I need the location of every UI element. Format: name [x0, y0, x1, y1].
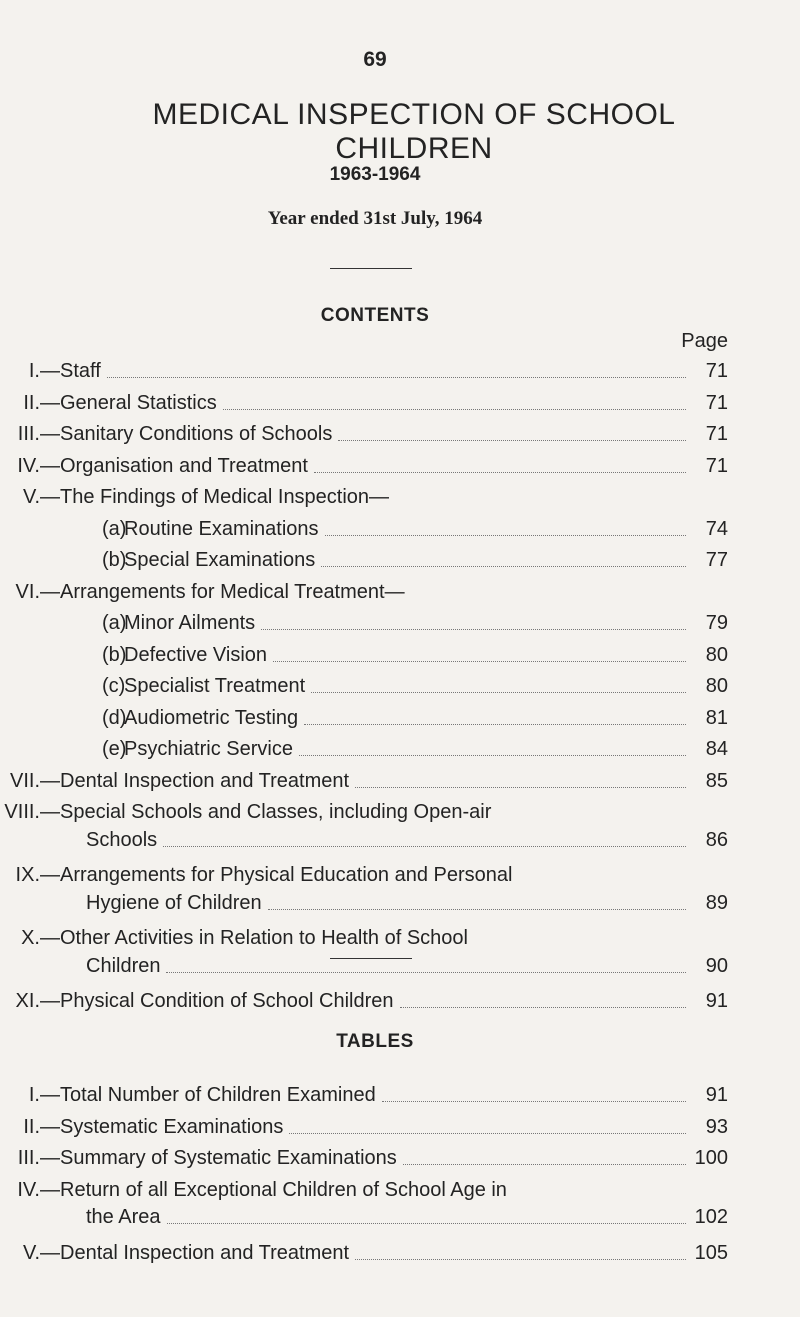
entry-numeral: IV.—	[17, 1178, 60, 1201]
entry-page-number: 71	[705, 454, 728, 477]
toc-entry	[0, 516, 800, 542]
toc-entry	[0, 390, 800, 416]
entry-numeral: VII.—	[9, 769, 60, 792]
toc-entry	[0, 705, 800, 731]
entry-text: Physical Condition of School Children	[60, 990, 394, 1012]
dot-leader	[382, 1101, 686, 1102]
entry-text: Specialist Treatment	[124, 675, 306, 697]
dot-leader	[107, 377, 686, 378]
entry-letter: (a)	[102, 612, 127, 634]
toc-entry	[0, 988, 800, 1014]
toc-entry	[0, 453, 800, 479]
page-number: 69	[363, 48, 387, 71]
dot-leader	[268, 909, 686, 910]
toc-entry	[0, 736, 800, 762]
entry-numeral: III.—	[17, 1147, 60, 1169]
divider-rule	[330, 268, 412, 269]
entry-page-number: 79	[705, 612, 728, 634]
entry-letter: (d)	[102, 706, 127, 729]
dot-leader	[261, 629, 686, 630]
year-ended-subtitle: Year ended 31st July, 1964	[267, 208, 483, 229]
entry-numeral: V.—	[22, 486, 60, 508]
contents-heading: CONTENTS	[320, 305, 430, 326]
toc-entry	[0, 768, 800, 794]
entry-letter: (a)	[102, 517, 127, 540]
divider-rule	[330, 958, 412, 959]
toc-entry	[0, 827, 800, 853]
entry-text: The Findings of Medical Inspection—	[60, 486, 390, 508]
entry-page-number: 74	[705, 517, 728, 540]
entry-text: Special Examinations	[124, 549, 316, 571]
tables-heading: TABLES	[336, 1031, 414, 1052]
entry-text: Children	[86, 954, 161, 977]
entry-page-number: 90	[705, 954, 728, 977]
entry-numeral: I.—	[28, 360, 60, 382]
entry-text: Organisation and Treatment	[60, 454, 308, 477]
dot-leader	[299, 755, 686, 756]
entry-text: Special Schools and Classes, including Open-air	[60, 801, 492, 823]
dot-leader	[223, 409, 686, 410]
toc-entry	[0, 953, 800, 979]
toc-entry	[0, 358, 800, 384]
entry-page-number: 86	[705, 828, 728, 851]
entry-page-number: 105	[694, 1241, 728, 1264]
entry-numeral: III.—	[17, 423, 60, 445]
entry-letter: (b)	[102, 643, 127, 666]
toc-entry	[0, 1204, 800, 1230]
entry-text: Dental Inspection and Treatment	[60, 769, 350, 792]
toc-entry	[0, 642, 800, 668]
entry-text: Systematic Examinations	[60, 1115, 284, 1138]
entry-letter: (b)	[102, 549, 127, 571]
toc-entry	[0, 547, 800, 573]
entry-text: Hygiene of Children	[86, 891, 262, 914]
entry-numeral: VIII.—	[4, 801, 60, 823]
entry-page-number: 85	[705, 769, 728, 792]
toc-entry	[0, 421, 800, 447]
entry-text: Summary of Systematic Examinations	[60, 1147, 397, 1169]
entry-text: Total Number of Children Examined	[60, 1084, 376, 1106]
entry-text: Dental Inspection and Treatment	[60, 1241, 350, 1264]
toc-entry-line	[0, 799, 491, 825]
toc-entry	[0, 610, 800, 636]
dot-leader	[403, 1164, 686, 1165]
dot-leader	[304, 724, 686, 725]
entry-page-number: 71	[705, 423, 728, 445]
dot-leader	[314, 472, 686, 473]
entry-letter: (e)	[102, 738, 127, 760]
entry-numeral: XI.—	[15, 990, 60, 1012]
entry-page-number: 102	[694, 1206, 728, 1228]
entry-numeral: II.—	[23, 1115, 60, 1138]
entry-page-number: 80	[705, 643, 728, 666]
dot-leader	[338, 440, 686, 441]
entry-letter: (c)	[102, 675, 126, 697]
entry-page-number: 84	[705, 738, 728, 760]
entry-numeral: VI.—	[15, 580, 60, 603]
entry-text: Staff	[60, 360, 101, 382]
toc-entry	[0, 673, 800, 699]
entry-page-number: 89	[705, 891, 728, 914]
dot-leader	[311, 692, 686, 693]
entry-text: Arrangements for Physical Education and Personal	[60, 864, 513, 886]
years-subtitle: 1963-1964	[329, 164, 421, 185]
entry-page-number: 77	[705, 549, 728, 571]
toc-entry-line	[0, 1177, 507, 1203]
entry-text: Audiometric Testing	[124, 706, 299, 729]
entry-numeral: X.—	[21, 927, 60, 949]
entry-numeral: IV.—	[17, 454, 60, 477]
dot-leader	[167, 1223, 686, 1224]
entry-numeral: II.—	[23, 391, 60, 414]
toc-entry-line	[0, 925, 468, 951]
entry-text: Minor Ailments	[124, 612, 256, 634]
entry-text: Schools	[86, 828, 158, 851]
document-title: MEDICAL INSPECTION OF SCHOOL CHILDREN	[152, 98, 676, 165]
entry-page-number: 71	[705, 391, 728, 414]
dot-leader	[355, 1259, 686, 1260]
toc-entry	[0, 890, 800, 916]
dot-leader	[321, 566, 686, 567]
entry-page-number: 71	[705, 360, 728, 382]
entry-numeral: V.—	[22, 1241, 60, 1264]
toc-entry-heading	[0, 484, 389, 510]
dot-leader	[273, 661, 686, 662]
page-column-label: Page	[681, 330, 728, 352]
entry-text: Other Activities in Relation to Health of School	[60, 927, 468, 949]
entry-page-number: 93	[705, 1115, 728, 1138]
dot-leader	[325, 535, 686, 536]
entry-text: Psychiatric Service	[124, 738, 293, 760]
entry-page-number: 91	[705, 1084, 728, 1106]
entry-page-number: 91	[705, 990, 728, 1012]
toc-entry	[0, 1145, 800, 1171]
entry-text: Return of all Exceptional Children of School Age in	[60, 1178, 507, 1201]
dot-leader	[166, 972, 686, 973]
entry-text: the Area	[86, 1206, 161, 1228]
entry-text: Sanitary Conditions of Schools	[60, 423, 333, 445]
entry-numeral: I.—	[28, 1084, 60, 1106]
dot-leader	[163, 846, 686, 847]
entry-page-number: 81	[705, 706, 728, 729]
entry-text: Defective Vision	[124, 643, 268, 666]
toc-entry-line	[0, 862, 512, 888]
toc-entry-heading	[0, 579, 405, 605]
toc-entry	[0, 1240, 800, 1266]
entry-text: Arrangements for Medical Treatment—	[60, 580, 405, 603]
entry-numeral: IX.—	[15, 864, 60, 886]
entry-page-number: 100	[694, 1147, 728, 1169]
dot-leader	[289, 1133, 686, 1134]
entry-text: General Statistics	[60, 391, 217, 414]
toc-entry	[0, 1082, 800, 1108]
dot-leader	[355, 787, 686, 788]
dot-leader	[400, 1007, 686, 1008]
toc-entry	[0, 1114, 800, 1140]
entry-page-number: 80	[705, 675, 728, 697]
entry-text: Routine Examinations	[124, 517, 319, 540]
